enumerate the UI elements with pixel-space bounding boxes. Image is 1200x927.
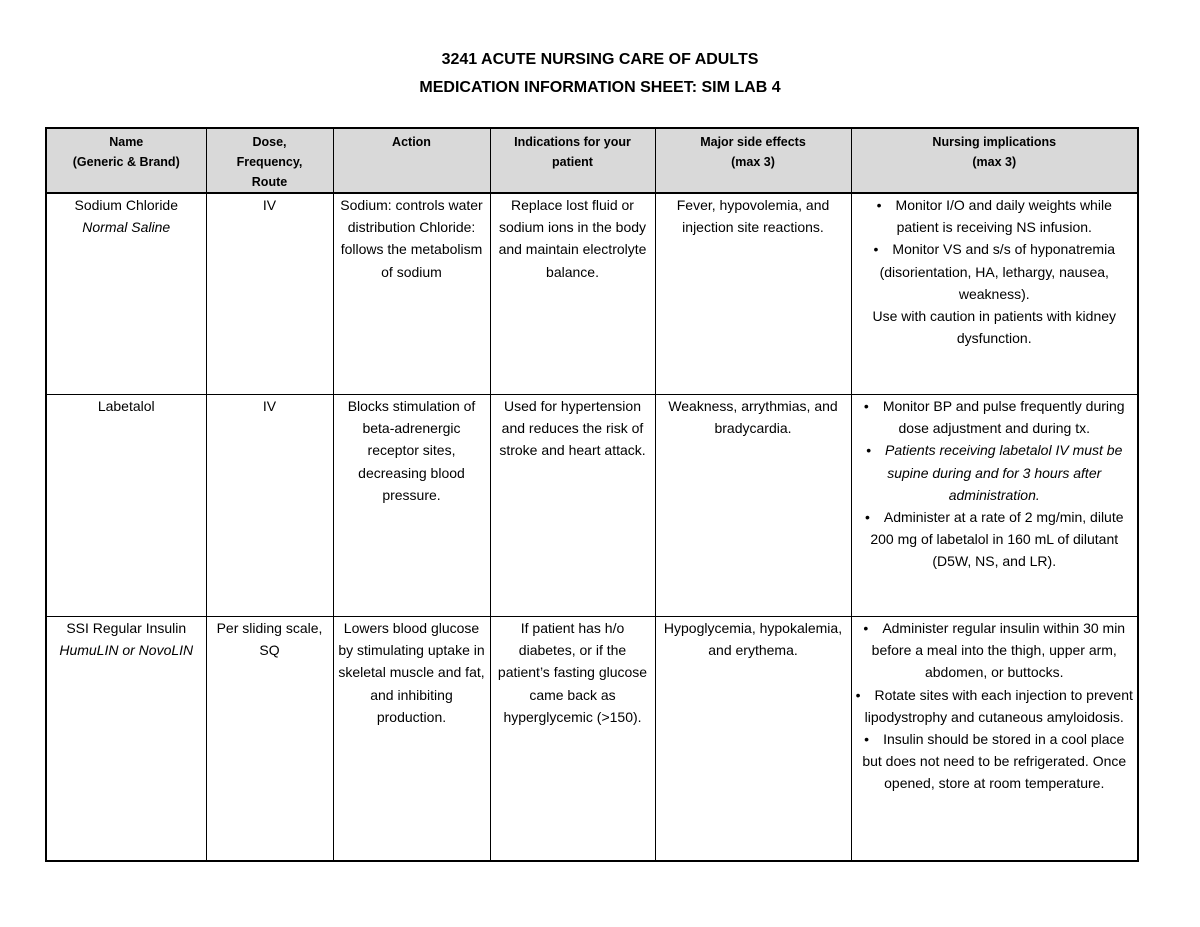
action-cell: Blocks stimulation of beta-adrenergic receptor sites, decreasing blood pressure. (333, 395, 490, 617)
implications-list (855, 617, 1135, 795)
generic-name: Sodium Chloride (74, 197, 178, 213)
column-header-dose (206, 128, 333, 193)
header-line: Route (251, 175, 288, 189)
indications-cell: Replace lost fluid or sodium ions in the body and maintain electrolyte balance. (490, 193, 655, 395)
header-line: Major side effects (700, 135, 806, 149)
header-line: Action (392, 135, 431, 149)
medication-name-cell (46, 617, 206, 862)
action-cell: Sodium: controls water distribution Chloride: follows the metabolism of sodium (333, 193, 490, 395)
side-effects-cell: Fever, hypovolemia, and injection site reactions. (655, 193, 851, 395)
implication-item: • Rotate sites with each injection to prevent lipodystrophy and cutaneous amyloidosis. (855, 684, 1135, 728)
medication-name-cell (46, 193, 206, 395)
brand-name: HumuLIN or NovoLIN (59, 642, 194, 659)
side-effects-cell: Hypoglycemia, hypokalemia, and erythema. (655, 617, 851, 862)
dose-cell: IV (206, 395, 333, 617)
header-line: Dose, (252, 135, 287, 149)
action-cell: Lowers blood glucose by stimulating uptake in skeletal muscle and fat, and inhibiting production. (333, 617, 490, 862)
implication-item: • Monitor VS and s/s of hyponatremia (disorientation, HA, lethargy, nausea, weakness). (855, 238, 1135, 305)
generic-name: Labetalol (97, 398, 155, 414)
medication-name-cell (46, 395, 206, 617)
implication-item: • Insulin should be stored in a cool place but does not need to be refrigerated. Once opened, store at room temperature. (855, 728, 1135, 795)
header-line: (Generic & Brand) (72, 155, 180, 169)
implication-item: • Monitor BP and pulse frequently during dose adjustment and during tx. (855, 395, 1135, 439)
table-row (46, 395, 1138, 617)
nursing-implications-cell (851, 395, 1138, 617)
column-header-side-effects (655, 128, 851, 193)
sheet-title: MEDICATION INFORMATION SHEET: SIM LAB 4 (419, 79, 781, 96)
column-header-name (46, 128, 206, 193)
medication-table (45, 127, 1139, 862)
table-row (46, 617, 1138, 862)
indications-cell: If patient has h/o diabetes, or if the patient’s fasting glucose came back as hyperglycemic (>150). (490, 617, 655, 862)
header-line: (max 3) (972, 155, 1017, 169)
column-header-nursing-implications (851, 128, 1138, 193)
header-line: Name (109, 135, 144, 149)
header-line: Nursing implications (932, 135, 1057, 149)
header-line: Frequency, (236, 155, 303, 169)
side-effects-cell: Weakness, arrythmias, and bradycardia. (655, 395, 851, 617)
document-header (0, 46, 1200, 102)
header-line: (max 3) (731, 155, 775, 169)
header-line: Indications for your (514, 135, 631, 149)
implication-item: Use with caution in patients with kidney dysfunction. (872, 308, 1117, 347)
implications-list (855, 194, 1135, 349)
header-line: patient (552, 155, 593, 169)
generic-name: SSI Regular Insulin (66, 620, 187, 636)
implication-item: • Administer at a rate of 2 mg/min, dilute 200 mg of labetalol in 160 mL of dilutant (D5W, NS, and LR). (855, 506, 1135, 573)
nursing-implications-cell (851, 193, 1138, 395)
dose-cell: Per sliding scale, SQ (206, 617, 333, 862)
brand-name: Normal Saline (82, 219, 171, 236)
table-row (46, 193, 1138, 395)
implication-item: • Monitor I/O and daily weights while patient is receiving NS infusion. (855, 194, 1135, 238)
table-header-row (46, 128, 1138, 193)
dose-cell: IV (206, 193, 333, 395)
indications-cell: Used for hypertension and reduces the risk of stroke and heart attack. (490, 395, 655, 617)
column-header-action (333, 128, 490, 193)
implication-item: • Patients receiving labetalol IV must be supine during and for 3 hours after administration. (855, 439, 1135, 506)
course-title: 3241 ACUTE NURSING CARE OF ADULTS (441, 51, 759, 68)
nursing-implications-cell (851, 617, 1138, 862)
column-header-indications (490, 128, 655, 193)
implications-list (855, 395, 1135, 573)
implication-item: • Administer regular insulin within 30 min before a meal into the thigh, upper arm, abdomen, or buttocks. (855, 617, 1135, 684)
